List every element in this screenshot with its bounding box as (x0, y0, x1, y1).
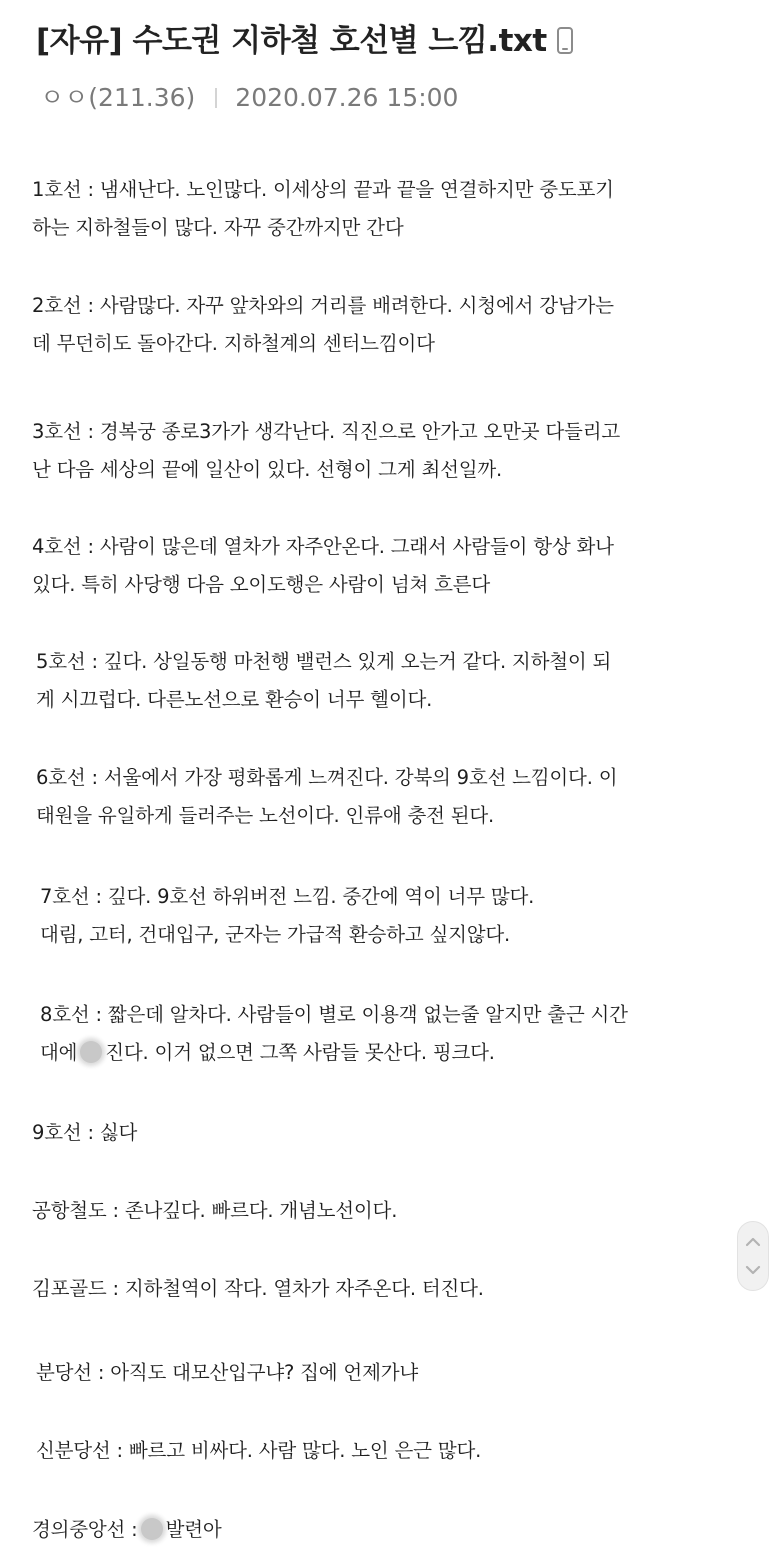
line-8-b-start: 대에 (40, 1041, 78, 1064)
mobile-phone-icon (557, 27, 573, 54)
line-11: 김포골드 : 지하철역이 작다. 열차가 자주온다. 터진다. (32, 1277, 484, 1300)
line-6-b: 태원을 유일하게 들러주는 노선이다. 인류애 충전 된다. (36, 804, 495, 827)
line-3-b: 난 다음 세상의 끝에 일산이 있다. 선형이 그게 최선일까. (32, 458, 502, 481)
line-2-a: 2호선 : 사람많다. 자꾸 앞차와의 거리를 배려한다. 시청에서 강남가는 (32, 294, 614, 317)
line-7-b: 대림, 고터, 건대입구, 군자는 가급적 환승하고 싶지않다. (40, 923, 510, 946)
line-13: 신분당선 : 빠르고 비싸다. 사람 많다. 노인 은근 많다. (36, 1439, 482, 1462)
post-title-text: [자유] 수도권 지하철 호선별 느낌.txt (36, 23, 547, 59)
line-3-a: 3호선 : 경복궁 종로3가가 생각난다. 직진으로 안가고 오만곳 다들리고 (32, 420, 620, 443)
line-14-end: 발련아 (165, 1518, 222, 1541)
line-12: 분당선 : 아직도 대모산입구냐? 집에 언제가냐 (36, 1361, 418, 1384)
line-4-a: 4호선 : 사람이 많은데 열차가 자주안온다. 그래서 사람들이 항상 화나 (32, 535, 614, 558)
blurred-word (141, 1518, 163, 1540)
line-1-b: 하는 지하철들이 많다. 자꾸 중간까지만 간다 (32, 216, 404, 239)
post-datetime: 2020.07.26 15:00 (235, 83, 459, 112)
blurred-word (80, 1041, 102, 1063)
line-8-a: 8호선 : 짧은데 알차다. 사람들이 별로 이용객 없는줄 알지만 출근 시간 (40, 1003, 628, 1026)
line-9: 9호선 : 싫다 (32, 1121, 138, 1144)
post-meta (40, 80, 458, 116)
line-8-b-end: 진다. 이거 없으면 그쪽 사람들 못산다. 핑크다. (105, 1041, 495, 1064)
line-7-a: 7호선 : 깊다. 9호선 하위버전 느낌. 중간에 역이 너무 많다. (40, 885, 535, 908)
chevron-down-icon (745, 1265, 761, 1275)
line-6-a: 6호선 : 서울에서 가장 평화롭게 느껴진다. 강북의 9호선 느낌이다. 이 (36, 766, 618, 789)
line-8-b (40, 1038, 495, 1068)
line-5-b: 게 시끄럽다. 다른노선으로 환승이 너무 헬이다. (36, 688, 433, 711)
post-title (36, 16, 573, 66)
line-1-a: 1호선 : 냄새난다. 노인많다. 이세상의 끝과 끝을 연결하지만 중도포기 (32, 178, 614, 201)
chevron-up-icon (745, 1237, 761, 1247)
line-10: 공항철도 : 존나깊다. 빠르다. 개념노선이다. (32, 1199, 398, 1222)
post-author[interactable]: ㅇㅇ(211.36) (40, 83, 196, 112)
scroll-up-button[interactable] (738, 1227, 768, 1257)
scroll-widget (737, 1221, 769, 1291)
meta-divider (215, 88, 217, 108)
line-14-start: 경의중앙선 : (32, 1518, 138, 1541)
line-14 (32, 1515, 221, 1545)
line-4-b: 있다. 특히 사당행 다음 오이도행은 사람이 넘쳐 흐른다 (32, 573, 491, 596)
scroll-down-button[interactable] (738, 1255, 768, 1285)
line-5-a: 5호선 : 깊다. 상일동행 마천행 밸런스 있게 오는거 같다. 지하철이 되 (36, 650, 612, 673)
line-2-b: 데 무던히도 돌아간다. 지하철계의 센터느낌이다 (32, 332, 435, 355)
